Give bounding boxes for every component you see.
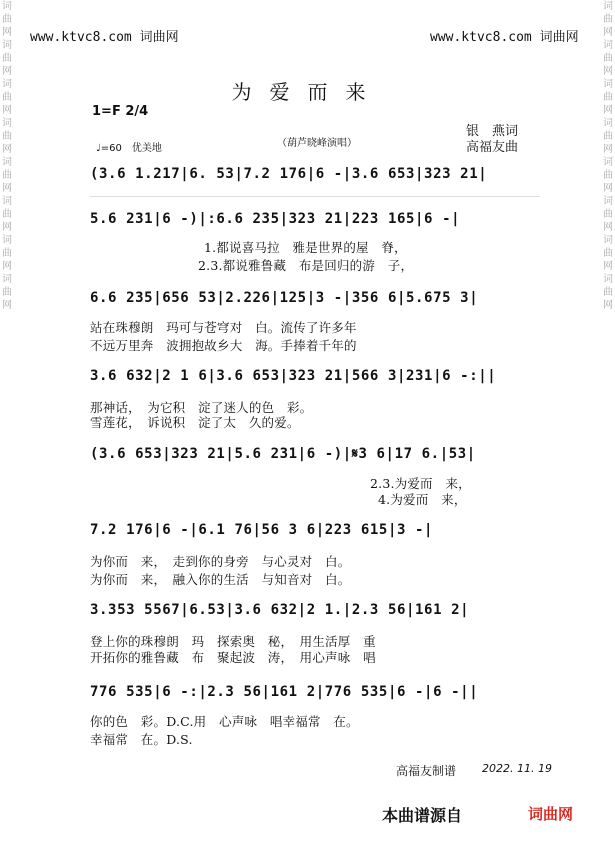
lyrics-line-4-2: 雪莲花， 诉说积 淀了太 久的爱。 (90, 415, 300, 430)
system-divider (90, 196, 540, 197)
notation-system-8: 776 535|6 -:|2.3 56|161 2|776 535|6 -|6 -|| (90, 684, 479, 700)
lyrics-line-2-1: 1.都说喜马拉 雅是世界的屋 脊， (204, 240, 407, 255)
lyrics-line-5-2: 4.为爱而 来， (378, 492, 467, 507)
notation-system-6: 7.2 176|6 -|6.1 76|56 3 6|223 615|3 -| (90, 522, 434, 538)
notation-system-4: 3.6 632|2 1 6|3.6 653|323 21|566 3|231|6 -:|| (90, 368, 497, 384)
lyrics-line-7-1: 登上你的珠穆朗 玛 探索奥 秘， 用生活厚 重 (90, 634, 376, 649)
notation-system-5: (3.6 653|323 21|5.6 231|6 -)|𝄋3 6|17 6.|53| (90, 446, 476, 462)
lyrics-line-3-2: 不远万里奔 波拥抱故乡大 海。手捧着千年的 (90, 338, 357, 353)
score-date: 2022. 11. 19 (482, 762, 552, 775)
key-signature: 1=F 2/4 (92, 104, 149, 119)
notation-system-3: 6.6 235|656 53|2.226|125|3 -|356 6|5.675 3| (90, 290, 479, 306)
side-watermark-right: 词曲网词曲网词曲网词曲网词曲网词曲网词曲网词曲网 (603, 1, 613, 311)
score-maker: 高福友制谱 (396, 764, 457, 778)
source-label: 本曲谱源自 (382, 806, 463, 825)
lyrics-line-7-2: 开拓你的雅鲁藏 布 聚起波 涛， 用心声咏 唱 (90, 650, 376, 665)
side-watermark-left: 词曲网词曲网词曲网词曲网词曲网词曲网词曲网词曲网 (2, 1, 12, 311)
notation-system-1: (3.6 1.217|6. 53|7.2 176|6 -|3.6 653|323 21| (90, 166, 488, 182)
lyrics-line-4-1: 那神话， 为它积 淀了迷人的色 彩。 (90, 400, 313, 415)
notation-system-7: 3.353 5567|6.53|3.6 632|2 1.|2.3 56|161 2| (90, 602, 470, 618)
tempo-marking: ♩=60 优美地 (96, 143, 162, 154)
lyrics-line-6-2: 为你而 来， 融入你的生活 与知音对 白。 (90, 572, 351, 587)
lyrics-line-6-1: 为你而 来， 走到你的身旁 与心灵对 白。 (90, 554, 351, 569)
lyrics-line-2-2: 2.3.都说雅鲁藏 布是回归的游 子， (198, 258, 414, 273)
lyrics-line-5-1: 2.3.为爱而 来， (370, 476, 471, 491)
site-header-left: www.ktvc8.com 词曲网 (30, 30, 179, 45)
lyrics-line-8-2: 幸福常 在。D.S. (90, 732, 193, 747)
lyrics-line-3-1: 站在珠穆朗 玛可与苍穹对 白。流传了许多年 (90, 320, 357, 335)
performer-note: （葫芦晓峰演唱） (277, 138, 357, 149)
lyrics-line-8-1: 你的色 彩。D.C.用 心声咏 唱幸福常 在。 (90, 714, 359, 729)
composer-credit: 高福友曲 (466, 140, 519, 155)
song-title: 为爱而来 (231, 80, 384, 104)
brand-logo-text[interactable]: 词曲网 (528, 805, 574, 823)
lyricist-credit: 银 燕词 (466, 124, 519, 139)
notation-system-2: 5.6 231|6 -)|:6.6 235|323 21|223 165|6 -| (90, 211, 461, 227)
site-header-right: www.ktvc8.com 词曲网 (430, 30, 579, 45)
